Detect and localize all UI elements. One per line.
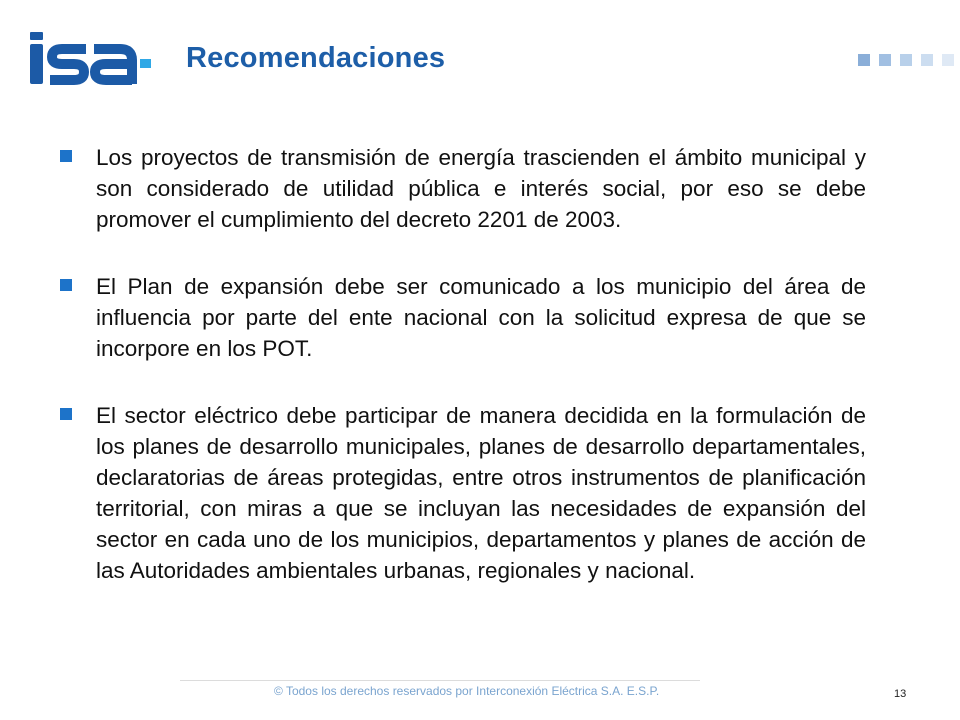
page-number: 13 (894, 688, 907, 700)
bullet-text: El Plan de expansión debe ser comunicado a los municipio del área de influencia por parte del ente nacional con la solicitud expresa de que se incorpore en los POT. (96, 274, 866, 361)
isa-logo (28, 28, 156, 88)
bullet-list (60, 142, 866, 586)
deco-square (900, 54, 912, 66)
slide-title: Recomendaciones (186, 42, 446, 74)
bullet-item (60, 271, 866, 364)
bullet-square-icon (60, 150, 72, 162)
bullet-item (60, 142, 866, 235)
bullet-text: El sector eléctrico debe participar de manera decidida en la formulación de los planes de desarrollo municipales, planes de desarrollo departamentales, declaratorias de áreas protegidas, entre otros instrumentos de planificación territorial, con miras a que se incluyan las necesidades de expansión del sector en cada uno de los municipios, departamentos y planes de acción de las Autoridades ambientales urbanas, regionales y nacional. (96, 403, 866, 583)
bullet-item (60, 400, 866, 586)
deco-square (921, 54, 933, 66)
deco-square (942, 54, 954, 66)
deco-square (879, 54, 891, 66)
footer-divider (180, 680, 700, 681)
footer-copyright: © Todos los derechos reservados por Interconexión Eléctrica S.A. E.S.P. (274, 684, 660, 698)
bullet-text: Los proyectos de transmisión de energía trascienden el ámbito municipal y son considerado de utilidad pública e interés social, por eso se debe promover el cumplimiento del decreto 2201 de 2003. (96, 145, 866, 232)
decorative-squares (858, 54, 954, 66)
bullet-square-icon (60, 279, 72, 291)
deco-square (858, 54, 870, 66)
bullet-square-icon (60, 408, 72, 420)
